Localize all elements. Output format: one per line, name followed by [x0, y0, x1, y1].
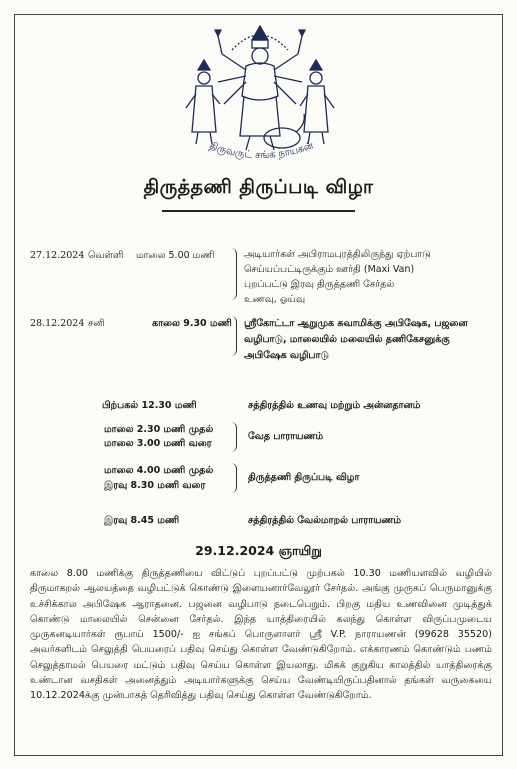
day1-description	[244, 247, 431, 307]
day1-line: உணவு, ஓய்வு	[244, 294, 306, 305]
event-description: வேத பாராயணம்	[248, 431, 324, 442]
day3-heading: 29.12.2024 ஞாயிறு	[195, 543, 322, 558]
event-brace	[230, 463, 237, 493]
day2-time: காலை 9.30 மணி	[152, 318, 232, 329]
day1-line: செய்யப்பட்டிருக்கும் ஊர்தி (Maxi Van)	[244, 264, 415, 275]
day1-date: 27.12.2024	[30, 250, 85, 261]
day1-weekday: வெள்ளி	[88, 250, 124, 261]
title-underline	[162, 210, 355, 212]
event-description: சத்திரத்தில் வேல்மாறல் பாராயணம்	[248, 515, 402, 526]
day1-line: புறப்பட்டு இரவு திருத்தணி சேர்தல்	[244, 279, 395, 290]
event-time-end: இரவு 8.30 மணி வரை	[104, 480, 206, 491]
event-time-end: மாலை 3.00 மணி வரை	[104, 438, 212, 449]
event-time: இரவு 8.45 மணி	[104, 515, 180, 526]
day2-line: அபிஷேக வழிபாடு	[244, 350, 329, 361]
day2-brace	[230, 316, 237, 356]
page-title: திருத்தணி திருப்படி விழா	[143, 176, 374, 198]
day3-paragraph: காலை 8.00 மணிக்கு திருத்தணியை விட்டுப் புறப்பட்டு முற்பகல் 10.30 மணியளவில் வழியில் திருமாகறல் ஆலயத்தை வழிபட்டுக் கொண்டு இளையனார்வேலூர் சேர்தல். அங்கு முருகப் பெருமானுக்கு உச்சிக்கால அபிஷேக ஆராதனை. பஜனை வழிபாடு நடைபெறும். பிறகு மதிய உணவினை முடித்துக் கொண்டு மாலையில் சென்னை சேர்தல். இந்த யாத்திரையில் கலந்து கொள்ள விருப்பமுடைய முருகனடியார்கள் ரூபாய் 1500/- ஐ சங்கப் பொருளாளர் ஸ்ரீ V.P. நாராயணன் (99628 35520) அவர்களிடம் செலுத்தி பெயரைப் பதிவு செய்து கொள்ள வேண்டுகிறோம். எக்காரணம் கொண்டும் பணம் செலுத்தாமல் பெயரை மட்டும் பதிவு செய்ய கொள்ள இயலாது. மிகக் குறுகிய காலத்தில் யாத்திரைக்கு உண்டான வசதிகள் அனைத்தும் அடியார்களுக்கு செய்ய வேண்டியிருப்பதினால் தங்கள் வருகையை 10.12.2024க்கு முன்பாகத் தெரிவித்து பதிவு செய்து கொள்ள வேண்டுகிறோம்.	[30, 568, 492, 702]
event-time-start: மாலை 4.00 மணி முதல்	[104, 465, 214, 476]
event-time-start: மாலை 2.30 மணி முதல்	[104, 424, 214, 435]
day1-brace	[230, 248, 237, 300]
day2-line: வழிபாடு, மாலையில் மலையில் தணிகேசனுக்கு	[244, 334, 450, 345]
murugan-deity-illustration	[170, 20, 350, 180]
event-description: சத்திரத்தில் உணவு மற்றும் அன்னதானம்	[248, 400, 421, 411]
day2-description	[244, 316, 468, 364]
event-time: பிற்பகல் 12.30 மணி	[102, 400, 197, 411]
day2-date: 28.12.2024	[30, 318, 85, 329]
day2-weekday: சனி	[88, 318, 105, 329]
event-description: திருத்தணி திருப்படி விழா	[248, 472, 360, 483]
event-brace	[230, 422, 237, 452]
day1-time: மாலை 5.00 மணி	[136, 250, 215, 261]
arc-caption: திருவருட் சங்க நாயகன்	[207, 140, 315, 162]
day2-line: ஸ்ரீகோட்டா ஆறுமுக சுவாமிக்கு அபிஷேக, பஜனை	[244, 318, 468, 329]
svg-text:திருவருட் சங்க நாயகன்	[208, 140, 315, 161]
day1-line: அடியார்கள் அபிராமபுரத்திலிருந்து ஏற்பாடு	[244, 249, 431, 260]
